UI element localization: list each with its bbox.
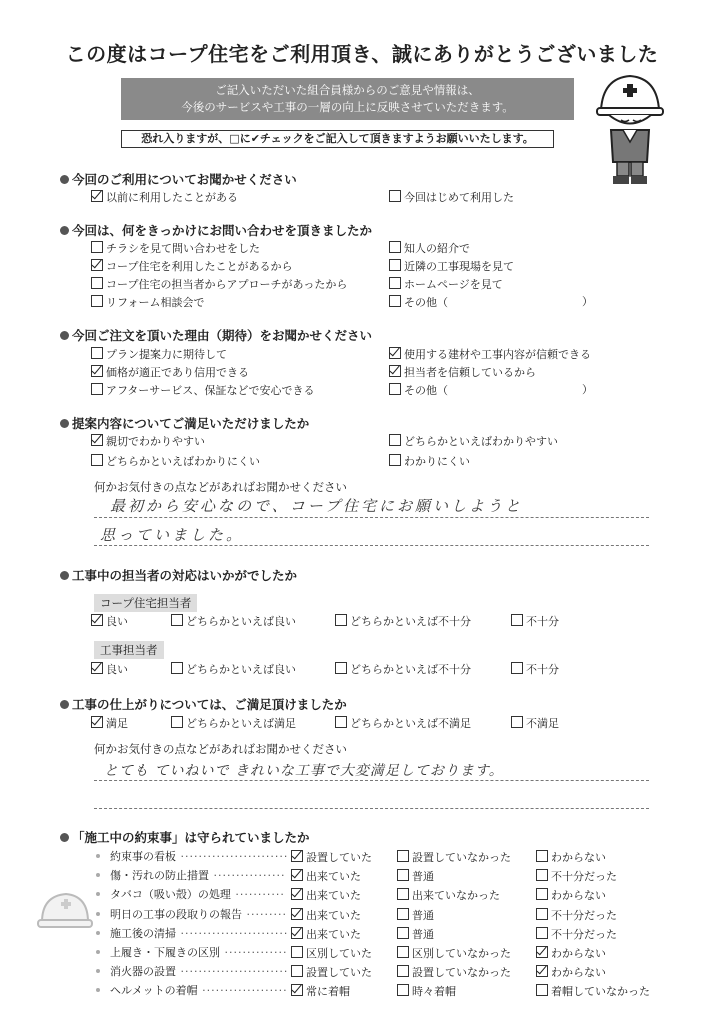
checkbox[interactable] bbox=[291, 946, 303, 958]
checkbox[interactable] bbox=[291, 850, 303, 862]
q7-row-option[interactable] bbox=[291, 908, 361, 923]
comment-line bbox=[94, 808, 649, 809]
q4-option-2[interactable]: どちらかといえばわかりにくい bbox=[91, 454, 260, 469]
bullet-dot bbox=[96, 873, 100, 877]
q7-row-label bbox=[96, 888, 285, 902]
q7-row-option[interactable] bbox=[536, 946, 606, 961]
helmet-icon bbox=[36, 888, 94, 934]
q3-option-1[interactable]: プラン提案力に期待して bbox=[91, 347, 227, 362]
option-label: 不十分だった bbox=[551, 927, 617, 941]
checkbox[interactable] bbox=[536, 984, 548, 996]
q7-row-text: タバコ（吸い殻）の処理 bbox=[110, 888, 231, 902]
q1-option-1[interactable]: 以前に利用したことがある bbox=[91, 190, 238, 205]
bullet-dot bbox=[96, 969, 100, 973]
checkbox-notice: 恐れ入りますが、□に✔チェックをご記入して頂きますようお願いいたします。 bbox=[121, 130, 554, 148]
checkbox[interactable] bbox=[291, 888, 303, 900]
checkbox[interactable] bbox=[397, 869, 409, 881]
q4-option-3[interactable]: どちらかといえばわかりやすい bbox=[389, 434, 558, 449]
q7-row-option[interactable] bbox=[536, 965, 606, 980]
bullet-dot bbox=[96, 950, 100, 954]
q7-row-label bbox=[96, 908, 287, 922]
q5b-option-4[interactable]: 不十分 bbox=[511, 662, 559, 677]
checkbox[interactable] bbox=[291, 984, 303, 996]
option-label: 普通 bbox=[412, 908, 434, 922]
q7-row-option[interactable] bbox=[291, 927, 361, 942]
q7-row-option[interactable] bbox=[291, 869, 361, 884]
bullet-dot bbox=[96, 892, 100, 896]
leader-dots: ·············· bbox=[220, 946, 288, 959]
q3-option-4[interactable]: 使用する建材や工事内容が信頼できる bbox=[389, 347, 591, 362]
q4-option-4[interactable]: わかりにくい bbox=[389, 454, 470, 469]
option-label: 出来ていた bbox=[306, 908, 361, 922]
option-label: 設置していた bbox=[306, 966, 372, 980]
checkbox[interactable] bbox=[536, 850, 548, 862]
checkbox[interactable] bbox=[536, 908, 548, 920]
q2-option-8[interactable]: その他（ bbox=[389, 295, 448, 310]
bowing-worker-illustration bbox=[595, 70, 665, 188]
q7-title: 「施工中の約束事」は守られていましたか bbox=[60, 828, 310, 846]
q7-row-option[interactable] bbox=[536, 908, 617, 923]
q7-row-option[interactable] bbox=[397, 946, 511, 961]
page-title: この度はコープ住宅をご利用頂き、誠にありがとうございました bbox=[65, 42, 659, 66]
q7-row-text: 施工後の清掃 bbox=[110, 926, 176, 940]
q3-option-2[interactable]: 価格が適正であり信用できる bbox=[91, 365, 249, 380]
q5a-option-1[interactable]: 良い bbox=[91, 614, 128, 629]
q7-row-option[interactable] bbox=[536, 927, 617, 942]
q6-title: 工事の仕上がりについては、ご満足頂けましたか bbox=[60, 695, 347, 713]
q5b-option-3[interactable]: どちらかといえば不十分 bbox=[335, 662, 471, 677]
leader-dots: ········· bbox=[242, 907, 287, 921]
option-label: 普通 bbox=[412, 927, 434, 941]
leader-dots: ························ bbox=[176, 926, 289, 940]
option-label: わからない bbox=[551, 947, 606, 960]
checkbox[interactable] bbox=[397, 965, 409, 977]
checkbox[interactable] bbox=[291, 869, 303, 881]
q2-option-7[interactable]: ホームページを見て bbox=[389, 277, 503, 292]
q5b-option-1[interactable]: 良い bbox=[91, 662, 128, 677]
q2-option-1[interactable]: チラシを見て問い合わせをした bbox=[91, 241, 260, 256]
q7-row-text: 約束事の看板 bbox=[110, 850, 176, 863]
q7-row-option[interactable] bbox=[397, 927, 434, 942]
leader-dots: ························ bbox=[176, 965, 289, 979]
q7-row-option[interactable] bbox=[536, 888, 606, 903]
checkbox[interactable] bbox=[291, 927, 303, 939]
q5b-option-2[interactable]: どちらかといえば良い bbox=[171, 662, 296, 677]
q6-option-4[interactable]: 不満足 bbox=[511, 716, 559, 731]
q2-option-3[interactable]: コープ住宅の担当者からアプローチがあったから bbox=[91, 277, 347, 292]
option-label: 常に着帽 bbox=[306, 985, 350, 999]
q7-row-option[interactable] bbox=[536, 984, 650, 999]
option-label: 出来ていた bbox=[306, 927, 361, 941]
leader-dots: ························ bbox=[176, 850, 289, 863]
q1-option-2[interactable]: 今回はじめて利用した bbox=[389, 190, 514, 205]
q2-option-6[interactable]: 近隣の工事現場を見て bbox=[389, 259, 514, 274]
q2-close-paren: ） bbox=[582, 295, 593, 308]
q3-option-5[interactable]: 担当者を信頼しているから bbox=[389, 365, 536, 380]
banner-line-1: ご記入いただいた組合員様からのご意見や情報は、 bbox=[215, 83, 480, 97]
q7-row-text: 明日の工事の段取りの報告 bbox=[110, 907, 242, 921]
q5a-option-4[interactable]: 不十分 bbox=[511, 614, 559, 629]
option-label: 区別していた bbox=[306, 947, 372, 960]
q4-title: 提案内容についてご満足いただけましたか bbox=[60, 414, 309, 432]
bullet-dot bbox=[96, 988, 100, 992]
q7-row-label bbox=[96, 984, 288, 998]
q2-title: 今回は、何をきっかけにお問い合わせを頂きましたか bbox=[60, 221, 372, 239]
construction-staff-tag: 工事担当者 bbox=[94, 641, 164, 659]
q7-row-option[interactable] bbox=[397, 850, 511, 865]
q7-row-option[interactable] bbox=[397, 869, 434, 884]
checkbox[interactable] bbox=[536, 927, 548, 939]
intro-banner bbox=[121, 78, 574, 120]
q7-row-option[interactable] bbox=[397, 908, 434, 923]
q7-row-option[interactable] bbox=[397, 888, 500, 903]
q7-row-text: 上履き・下履きの区別 bbox=[110, 946, 220, 959]
q7-row-text: 消火器の設置 bbox=[110, 965, 176, 979]
coop-staff-tag: コープ住宅担当者 bbox=[94, 594, 197, 612]
checkbox[interactable] bbox=[536, 946, 548, 958]
option-label: 着帽していなかった bbox=[551, 985, 650, 999]
q7-row-text: ヘルメットの着帽 bbox=[110, 984, 198, 998]
checkbox[interactable] bbox=[389, 190, 401, 202]
q7-row-label bbox=[96, 927, 288, 941]
q5-title: 工事中の担当者の対応はいかがでしたか bbox=[60, 566, 297, 584]
q2-option-2[interactable]: コープ住宅を利用したことがあるから bbox=[91, 259, 292, 274]
checkbox[interactable] bbox=[397, 946, 409, 958]
option-label: 出来ていなかった bbox=[412, 889, 500, 903]
option-label: 出来ていた bbox=[306, 870, 361, 884]
q7-row-label bbox=[96, 850, 288, 864]
q4-comment-prompt: 何かお気付きの点などがあればお聞かせください bbox=[94, 480, 347, 494]
option-label: わからない bbox=[551, 889, 606, 903]
q5a-option-2[interactable]: どちらかといえば良い bbox=[171, 614, 296, 629]
checkbox[interactable] bbox=[91, 190, 103, 202]
checkbox[interactable] bbox=[536, 965, 548, 977]
leader-dots: ················ bbox=[209, 869, 286, 883]
q6-option-1[interactable]: 満足 bbox=[91, 716, 128, 731]
checkbox[interactable] bbox=[397, 850, 409, 862]
option-label: 設置していなかった bbox=[412, 966, 511, 980]
q6-handwritten-comment: とても ていねいで きれいな工事で大変満足しております。 bbox=[104, 763, 504, 779]
option-label: 出来ていた bbox=[306, 889, 361, 903]
checkbox[interactable] bbox=[536, 869, 548, 881]
q2-option-4[interactable]: リフォーム相談会で bbox=[91, 295, 204, 310]
q7-row-label bbox=[96, 869, 285, 883]
q7-row-option[interactable] bbox=[397, 965, 511, 980]
option-label: 不十分だった bbox=[551, 908, 617, 922]
option-label: 設置していた bbox=[306, 851, 372, 864]
q4-handwritten-line-1: 最初から安心なので、コープ住宅にお願いしようと bbox=[110, 497, 523, 515]
q6-option-3[interactable]: どちらかといえば不満足 bbox=[335, 716, 471, 731]
q4-option-1[interactable]: 親切でわかりやすい bbox=[91, 434, 205, 449]
checkbox[interactable] bbox=[291, 908, 303, 920]
checkbox[interactable] bbox=[397, 927, 409, 939]
q3-option-6[interactable]: その他（ bbox=[389, 383, 448, 398]
checkbox[interactable] bbox=[291, 965, 303, 977]
q7-row-option[interactable] bbox=[536, 850, 606, 865]
q6-option-2[interactable]: どちらかといえば満足 bbox=[171, 716, 296, 731]
q7-row-label bbox=[96, 946, 287, 960]
option-label: 区別していなかった bbox=[412, 947, 511, 960]
checkbox[interactable] bbox=[397, 984, 409, 996]
q4-handwritten-line-2: 思っていました。 bbox=[100, 526, 245, 544]
q1-title: 今回のご利用についてお聞かせください bbox=[60, 170, 297, 188]
option-label: 普通 bbox=[412, 870, 434, 884]
checkbox[interactable] bbox=[397, 888, 409, 900]
option-label: わからない bbox=[551, 851, 606, 864]
q7-row-option[interactable] bbox=[291, 965, 372, 980]
checkbox[interactable] bbox=[536, 888, 548, 900]
comment-line bbox=[94, 545, 649, 546]
q7-row-label bbox=[96, 965, 288, 979]
q5a-option-3[interactable]: どちらかといえば不十分 bbox=[335, 614, 471, 629]
q3-close-paren: ） bbox=[582, 383, 593, 396]
option-label: 設置していなかった bbox=[412, 851, 511, 864]
option-label: わからない bbox=[551, 966, 606, 980]
comment-line bbox=[94, 517, 649, 518]
q7-row-option[interactable] bbox=[536, 869, 617, 884]
q6-comment-prompt: 何かお気付きの点などがあればお聞かせください bbox=[94, 742, 347, 756]
q7-row-option[interactable] bbox=[291, 888, 361, 903]
q7-row-text: 傷・汚れの防止措置 bbox=[110, 869, 209, 883]
q3-option-3[interactable]: アフターサービス、保証などで安心できる bbox=[91, 383, 315, 398]
q3-title: 今回ご注文を頂いた理由（期待）をお聞かせください bbox=[60, 326, 372, 344]
bullet-dot bbox=[96, 931, 100, 935]
q7-row-option[interactable] bbox=[291, 850, 372, 865]
option-label: 時々着帽 bbox=[412, 985, 456, 999]
bullet-dot bbox=[96, 854, 100, 858]
q7-row-option[interactable] bbox=[291, 984, 350, 999]
q7-row-option[interactable] bbox=[291, 946, 372, 961]
leader-dots: ··········· bbox=[230, 888, 285, 902]
bullet-dot bbox=[96, 912, 100, 916]
option-label: 不十分だった bbox=[551, 870, 617, 884]
checkbox[interactable] bbox=[397, 908, 409, 920]
q7-row-option[interactable] bbox=[397, 984, 456, 999]
comment-line bbox=[94, 780, 649, 781]
banner-line-2: 今後のサービスや工事の一層の向上に反映させていただきます。 bbox=[181, 100, 514, 114]
leader-dots: ··················· bbox=[197, 984, 288, 998]
q2-option-5[interactable]: 知人の紹介で bbox=[389, 241, 470, 256]
